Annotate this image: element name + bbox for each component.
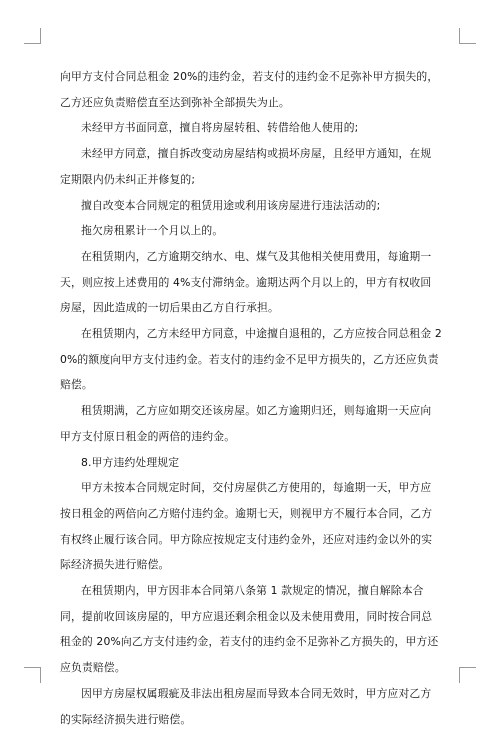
paragraph-return-clause: 租赁期满，乙方应如期交还该房屋。如乙方逾期归还，则每逾期一天应向甲方支付原日租金的两倍的违约金。	[60, 404, 432, 443]
paragraph-sublet-clause: 未经甲方书面同意，擅自将房屋转租、转借给他人使用的;	[81, 121, 359, 135]
crop-mark-top-right	[459, 28, 460, 44]
paragraph-late-fee-clause: 在租赁期内，乙方逾期交纳水、电、煤气及其他相关使用费用，每逾期一天，则应按上述费用的 4%支付滞纳金。逾期达两个月以上的，甲方有权收回房屋，因此造成的一切后果由乙方自行承担。	[60, 249, 432, 315]
paragraph-delivery-delay-clause: 甲方未按本合同规定时间，交付房屋供乙方使用的，每逾期一天，甲方应按日租金的两倍向乙方赔付违约金。逾期七天，则视甲方不履行本合同，乙方有权终止履行该合同。甲方除应按规定支付违约金外，还应对违约金以外的实际经济损失进行赔偿。	[60, 481, 433, 572]
crop-mark-bottom-right	[459, 667, 476, 668]
crop-mark-bottom-left	[40, 667, 41, 683]
crop-mark-top-left	[40, 28, 41, 44]
paragraph-structure-clause: 未经甲方同意，擅自拆改变动房屋结构或损坏房屋，且经甲方通知，在规定期限内仍未纠正并修复的;	[60, 147, 432, 186]
paragraph-usage-clause: 擅自改变本合同规定的租赁用途或利用该房屋进行违法活动的;	[81, 198, 381, 212]
crop-mark-top-right	[459, 43, 476, 44]
paragraph-early-termination-clause: 在租赁期内，乙方未经甲方同意，中途擅自退租的，乙方应按合同总租金 20%的额度向甲方支付违约金。若支付的违约金不足甲方损失的，乙方还应负责赔偿。	[60, 327, 442, 392]
crop-mark-bottom-right	[459, 667, 460, 683]
crop-mark-top-left	[24, 43, 41, 44]
section-heading: 8.甲方违约处理规定	[81, 455, 180, 469]
paragraph-continued: 向甲方支付合同总租金 20%的违约金，若支付的违约金不足弥补甲方损失的，乙方还应负责赔偿直至达到弥补全部损失为止。	[60, 70, 439, 109]
crop-mark-bottom-left	[24, 667, 41, 668]
paragraph-rent-arrears-clause: 拖欠房租累计一个月以上的。	[81, 224, 224, 238]
paragraph-landlord-termination-clause: 在租赁期内，甲方因非本合同第八条第 1 款规定的情况，擅自解除本合同，提前收回该房屋的，甲方应退还剩余租金以及未使用费用，同时按合同总租金的 20%向乙方支付违约金，若支付的违约金不足弥补乙方损失的，甲方还应负责赔偿。	[60, 584, 439, 675]
paragraph-title-defect-clause: 因甲方房屋权属瑕疵及非法出租房屋而导致本合同无效时，甲方应对乙方的实际经济损失进行赔偿。	[60, 686, 432, 726]
document-body	[60, 64, 442, 732]
